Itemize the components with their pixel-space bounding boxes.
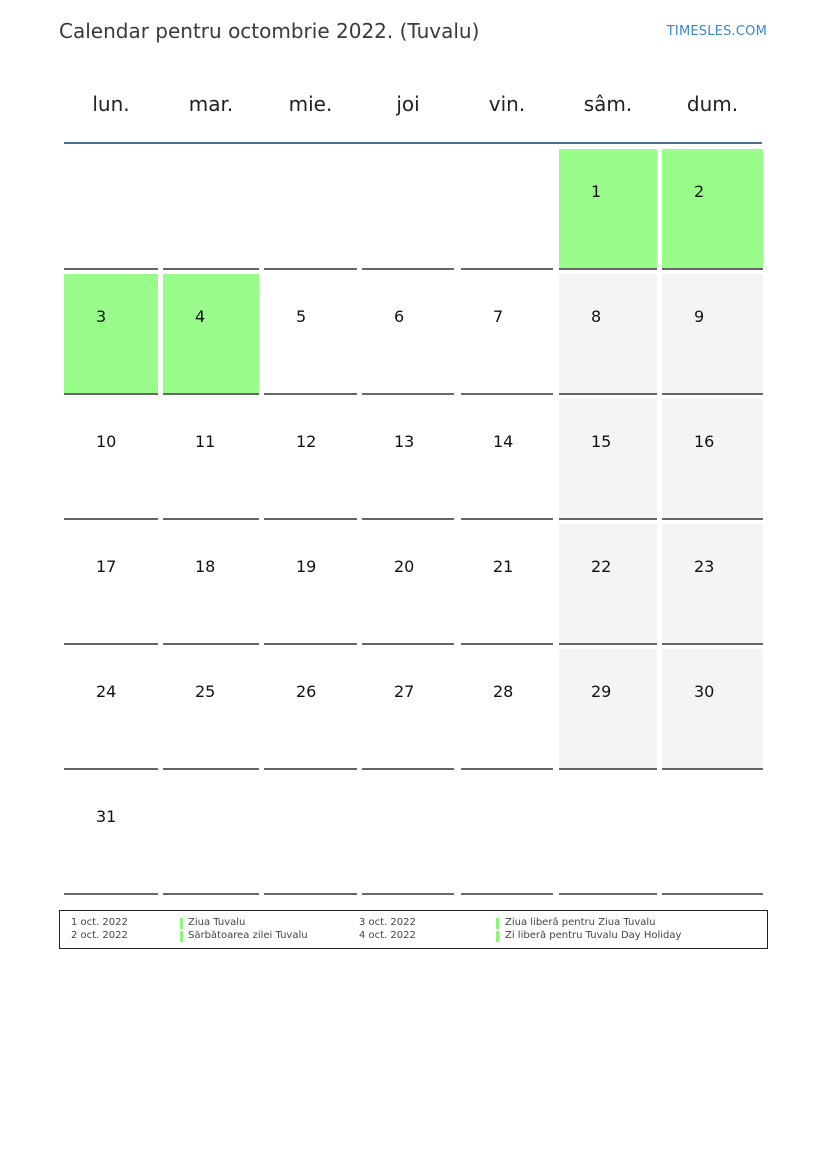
- holiday-color-swatch: [180, 918, 183, 929]
- day-cell-6[interactable]: [362, 274, 454, 395]
- empty-day-cell: [559, 774, 657, 895]
- day-cell-5[interactable]: [264, 274, 357, 395]
- day-cell-17[interactable]: [64, 524, 158, 645]
- day-number: 20: [394, 557, 415, 576]
- day-number: 19: [296, 557, 317, 576]
- weekday-label: mie.: [288, 92, 333, 116]
- day-cell-20[interactable]: [362, 524, 454, 645]
- empty-day-cell: [461, 774, 553, 895]
- holiday-name: Sărbătoarea zilei Tuvalu: [188, 930, 308, 941]
- weekday-label: dum.: [686, 92, 739, 116]
- day-cell-3[interactable]: [64, 274, 158, 395]
- day-number: 4: [195, 307, 206, 326]
- holiday-color-swatch: [180, 931, 183, 942]
- day-cell-22[interactable]: [559, 524, 657, 645]
- day-cell-19[interactable]: [264, 524, 357, 645]
- day-number: 29: [591, 682, 612, 701]
- empty-day-cell: [362, 149, 454, 270]
- holiday-date: 2 oct. 2022: [71, 930, 128, 941]
- holiday-date: 4 oct. 2022: [359, 930, 416, 941]
- day-cell-27[interactable]: [362, 649, 454, 770]
- day-cell-23[interactable]: [662, 524, 763, 645]
- day-cell-15[interactable]: [559, 399, 657, 520]
- empty-day-cell: [264, 774, 357, 895]
- weekday-label: vin.: [488, 92, 526, 116]
- day-number: 26: [296, 682, 317, 701]
- day-cell-25[interactable]: [163, 649, 259, 770]
- day-cell-24[interactable]: [64, 649, 158, 770]
- day-cell-12[interactable]: [264, 399, 357, 520]
- day-number: 7: [493, 307, 504, 326]
- day-cell-16[interactable]: [662, 399, 763, 520]
- day-number: 21: [493, 557, 514, 576]
- holiday-date: 3 oct. 2022: [359, 917, 416, 928]
- day-number: 16: [694, 432, 715, 451]
- day-number: 8: [591, 307, 602, 326]
- day-number: 5: [296, 307, 307, 326]
- weekday-label: lun.: [92, 92, 130, 116]
- weekday-header: [64, 80, 762, 144]
- holiday-color-swatch: [496, 918, 499, 929]
- holiday-name: Zi liberă pentru Tuvalu Day Holiday: [505, 930, 682, 941]
- empty-day-cell: [163, 774, 259, 895]
- day-cell-9[interactable]: [662, 274, 763, 395]
- day-number: 25: [195, 682, 216, 701]
- day-number: 3: [96, 307, 107, 326]
- empty-day-cell: [264, 149, 357, 270]
- day-cell-14[interactable]: [461, 399, 553, 520]
- day-cell-7[interactable]: [461, 274, 553, 395]
- day-cell-29[interactable]: [559, 649, 657, 770]
- weekday-label: joi: [396, 92, 420, 116]
- day-number: 12: [296, 432, 317, 451]
- brand-link[interactable]: TIMESLES.COM: [666, 24, 767, 39]
- holiday-name: Ziua Tuvalu: [188, 917, 246, 928]
- day-cell-28[interactable]: [461, 649, 553, 770]
- day-number: 10: [96, 432, 117, 451]
- day-number: 1: [591, 182, 602, 201]
- weekday-label: sâm.: [583, 92, 633, 116]
- day-number: 6: [394, 307, 405, 326]
- empty-day-cell: [362, 774, 454, 895]
- day-number: 11: [195, 432, 216, 451]
- day-number: 9: [694, 307, 705, 326]
- empty-day-cell: [163, 149, 259, 270]
- day-cell-4[interactable]: [163, 274, 259, 395]
- day-number: 27: [394, 682, 415, 701]
- holiday-date: 1 oct. 2022: [71, 917, 128, 928]
- day-cell-31[interactable]: [64, 774, 158, 895]
- day-number: 23: [694, 557, 715, 576]
- empty-day-cell: [662, 774, 763, 895]
- day-cell-1[interactable]: [559, 149, 657, 270]
- day-cell-18[interactable]: [163, 524, 259, 645]
- day-number: 2: [694, 182, 705, 201]
- day-number: 18: [195, 557, 216, 576]
- holiday-legend: [59, 910, 768, 949]
- day-number: 30: [694, 682, 715, 701]
- page-title: Calendar pentru octombrie 2022. (Tuvalu): [59, 19, 480, 43]
- weekday-label: mar.: [188, 92, 234, 116]
- day-cell-8[interactable]: [559, 274, 657, 395]
- day-cell-2[interactable]: [662, 149, 763, 270]
- day-number: 15: [591, 432, 612, 451]
- day-number: 17: [96, 557, 117, 576]
- day-cell-21[interactable]: [461, 524, 553, 645]
- day-cell-13[interactable]: [362, 399, 454, 520]
- day-cell-26[interactable]: [264, 649, 357, 770]
- day-number: 13: [394, 432, 415, 451]
- day-number: 28: [493, 682, 514, 701]
- day-cell-30[interactable]: [662, 649, 763, 770]
- day-number: 14: [493, 432, 514, 451]
- empty-day-cell: [64, 149, 158, 270]
- day-cell-10[interactable]: [64, 399, 158, 520]
- holiday-color-swatch: [496, 931, 499, 942]
- empty-day-cell: [461, 149, 553, 270]
- holiday-name: Ziua liberă pentru Ziua Tuvalu: [505, 917, 656, 928]
- day-number: 24: [96, 682, 117, 701]
- day-number: 31: [96, 807, 117, 826]
- day-cell-11[interactable]: [163, 399, 259, 520]
- day-number: 22: [591, 557, 612, 576]
